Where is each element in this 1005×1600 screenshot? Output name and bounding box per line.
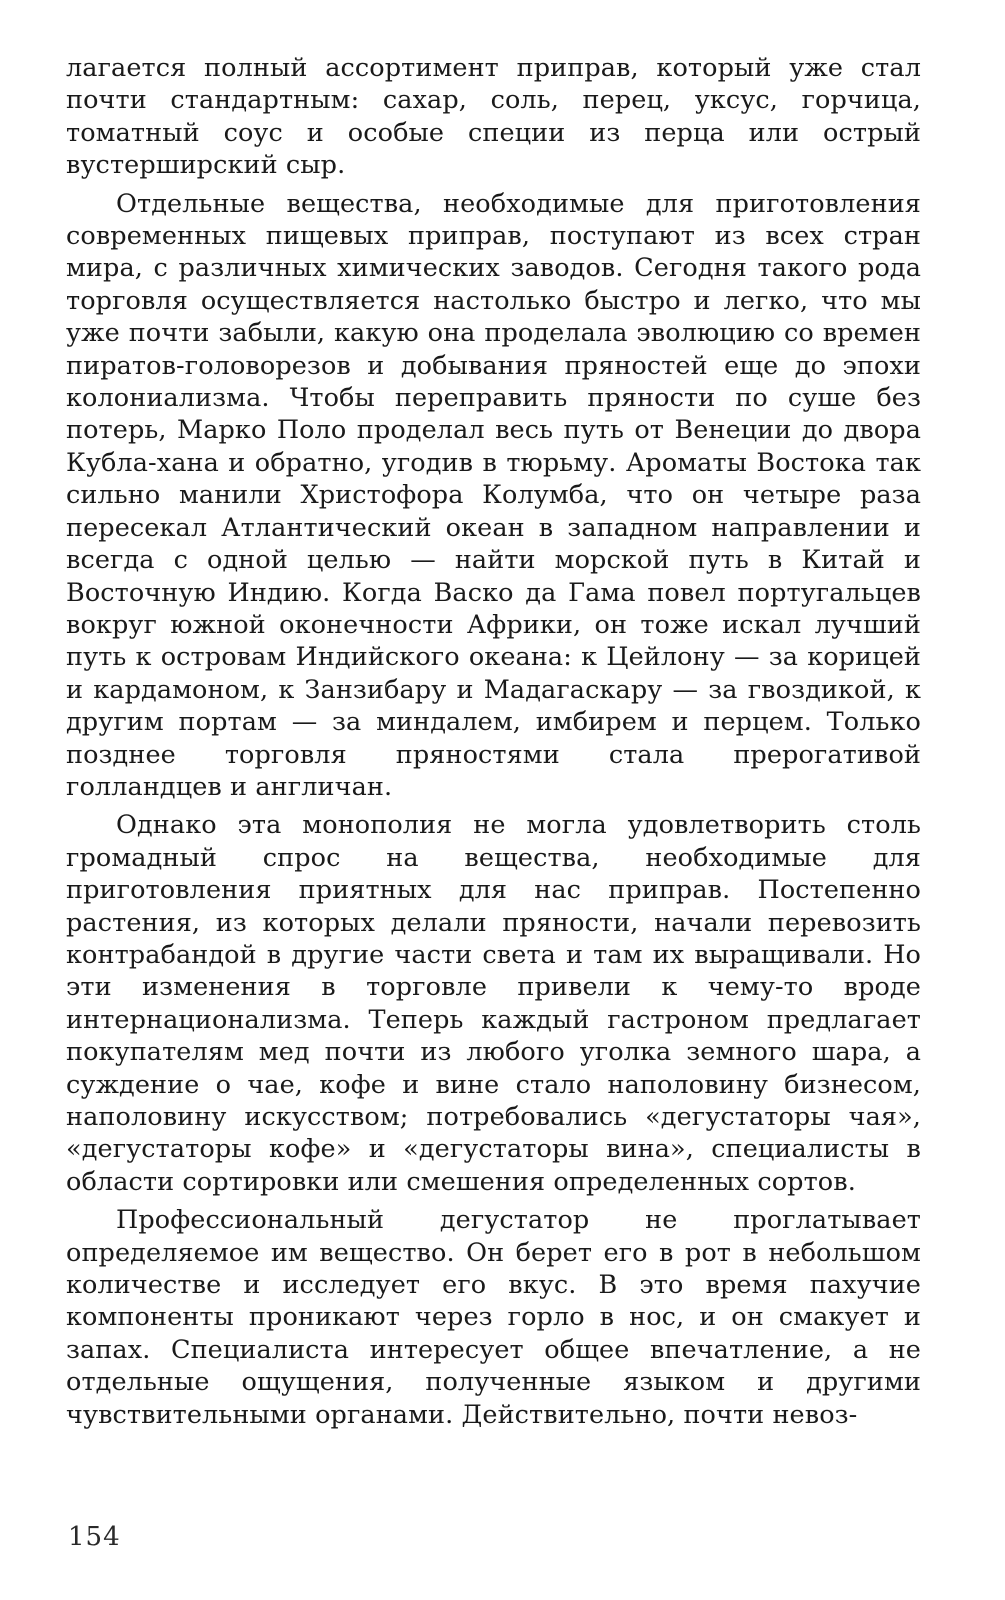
page-number: 154 (68, 1522, 121, 1552)
paragraph-continuation: лагается полный ассортимент приправ, который уже стал почти стандартным: сахар, соль, перец, уксус, горчица, томатный соус и особые специи из перца или острый вустерширский сыр. (66, 53, 921, 181)
paragraph-spice-trade-history: Отдельные вещества, необходимые для приготовления современных пищевых приправ, поступают из всех стран мира, с различных химических заводов. Сегодня такого рода торговля осуществляется настолько быстро и легко, что мы уже почти забыли, какую она проделала эволюцию со времен пиратов-головорезов и добывания пряностей еще до эпохи колониализма. Чтобы переправить пряности по суше без потерь, Марко Поло проделал весь путь от Венеции до двора Кубла-хана и обратно, угодив в тюрьму. Ароматы Востока так сильно манили Христофора Колумба, что он четыре раза пересекал Атлантический океан в западном направлении и всегда с одной целью — найти морской путь в Китай и Восточную Индию. Когда Васко да Гама повел португальцев вокруг южной оконечности Африки, он тоже искал лучший путь к островам Индийского океана: к Цейлону — за корицей и кардамоном, к Занзибару и Мадагаскару — за гвоздикой, к другим портам — за миндалем, имбирем и перцем. Только позднее торговля пряностями стала прерогативой голландцев и англичан. (66, 188, 921, 802)
page-body (66, 52, 921, 1431)
paragraph-professional-taster: Профессиональный дегустатор не проглатывает определяемое им вещество. Он берет его в рот в небольшом количестве и исследует его вкус. В это время пахучие компоненты проникают через горло в нос, и он смакует и запах. Специалиста интересует общее впечатление, а не отдельные ощущения, полученные языком и другими чувствительными органами. Действительно, почти невоз- (66, 1205, 921, 1430)
paragraph-monopoly-tasters: Однако эта монополия не могла удовлетворить столь громадный спрос на вещества, необходимые для приготовления приятных для нас приправ. Постепенно растения, из которых делали пряности, начали перевозить контрабандой в другие части света и там их выращивали. Но эти изменения в торговле привели к чему-то вроде интернационализма. Теперь каждый гастроном предлагает покупателям мед почти из любого уголка земного шара, а суждение о чае, кофе и вине стало наполовину бизнесом, наполовину искусством; потребовались «дегустаторы чая», «дегустаторы кофе» и «дегустаторы вина», специалисты в области сортировки или смешения определенных сортов. (66, 810, 921, 1197)
